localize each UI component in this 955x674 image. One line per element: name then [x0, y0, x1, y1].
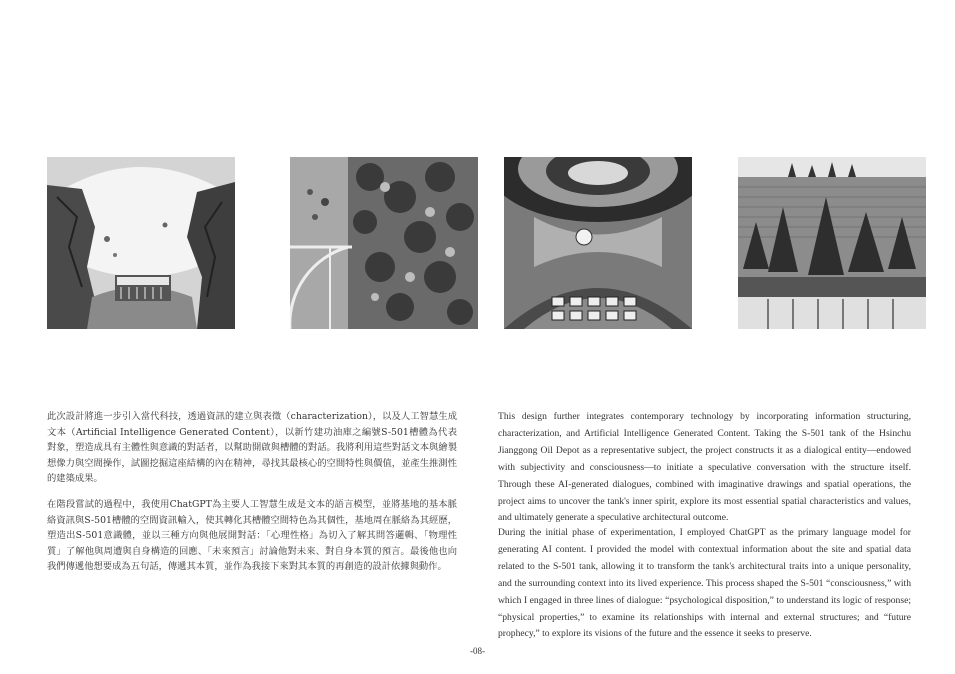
illustration-plan-foliage — [290, 157, 478, 329]
chinese-paragraph-1: 此次設計將進一步引入當代科技，透過資訊的建立與表徵（characterization），以及人工智慧生成文本（Artificial Intelligence Generated Content），以新竹建功油庫之編號S-501槽體為代表對象，塑造成具有主體性與意識的對話者，以幫助開啟與槽體的對話。我將利用這些對話文本與繪製想像力與空間操作，試圖挖掘這座結構的內在精神，尋找其最核心的空間特性與價值，並產生推測性的建築成果。 — [47, 411, 457, 485]
english-paragraph-1: This design further integrates contemporary technology by incorporating information structuring, characterization, and Artificial Intelligence Generated Content. Taking the S-501 tank of the Hsinchu Jianggong Oil Depot as a representative subject, the project constructs it as a dialogical entity—endowed with subjectivity and consciousness—to initiate a speculative conversation with the structure itself. Through these AI-generated dialogues, combined with imaginative drawings and spatial operations, the project aims to uncover the tank's inner spirit, explore its most essential spatial characteristics and values, and ultimately generate a speculative architectural outcome. — [498, 411, 911, 524]
illustration-canyon — [47, 157, 235, 329]
illustration-tank-interior — [504, 157, 692, 329]
illustration-wall-trees — [738, 157, 926, 329]
page-number: -08- — [470, 646, 485, 656]
chinese-paragraph-2: 在階段嘗試的過程中，我使用ChatGPT為主要人工智慧生成是文本的語言模型，並將基地的基本脈絡資訊與S-501槽體的空間資訊輸入，使其轉化其槽體空間特色為其個性，基地周在脈絡為其經歷，塑造出S-501意識體，並以三種方向與他展開對話：「心理性格」為切入了解其問答邏輯、「物理性質」了解他與周遭與自身構造的回應、「未來預言」討論他對未來、對自身本質的預言。最後他也向我們傳遞他想要成為五句話，傳遞其本質，並作為我接下來對其本質的再創造的設計依據與動作。 — [47, 499, 457, 573]
english-paragraph-2: During the initial phase of experimentation, I employed ChatGPT as the primary language model for generating AI content. I provided the model with contextual information about the site and spatial data related to the S-501 tank, allowing it to transform the tank's architectural traits into a unique personality, and the surrounding context into its lived experience. This process shaped the S-501 “consciousness,” with which I engaged in three lines of dialogue: “psychological disposition,” to understand its logic of response; “physical properties,” to examine its relationships with internal and external structures; and “future prophecy,” to explore its visions of the future and the essence it seeks to preserve. — [498, 527, 911, 640]
